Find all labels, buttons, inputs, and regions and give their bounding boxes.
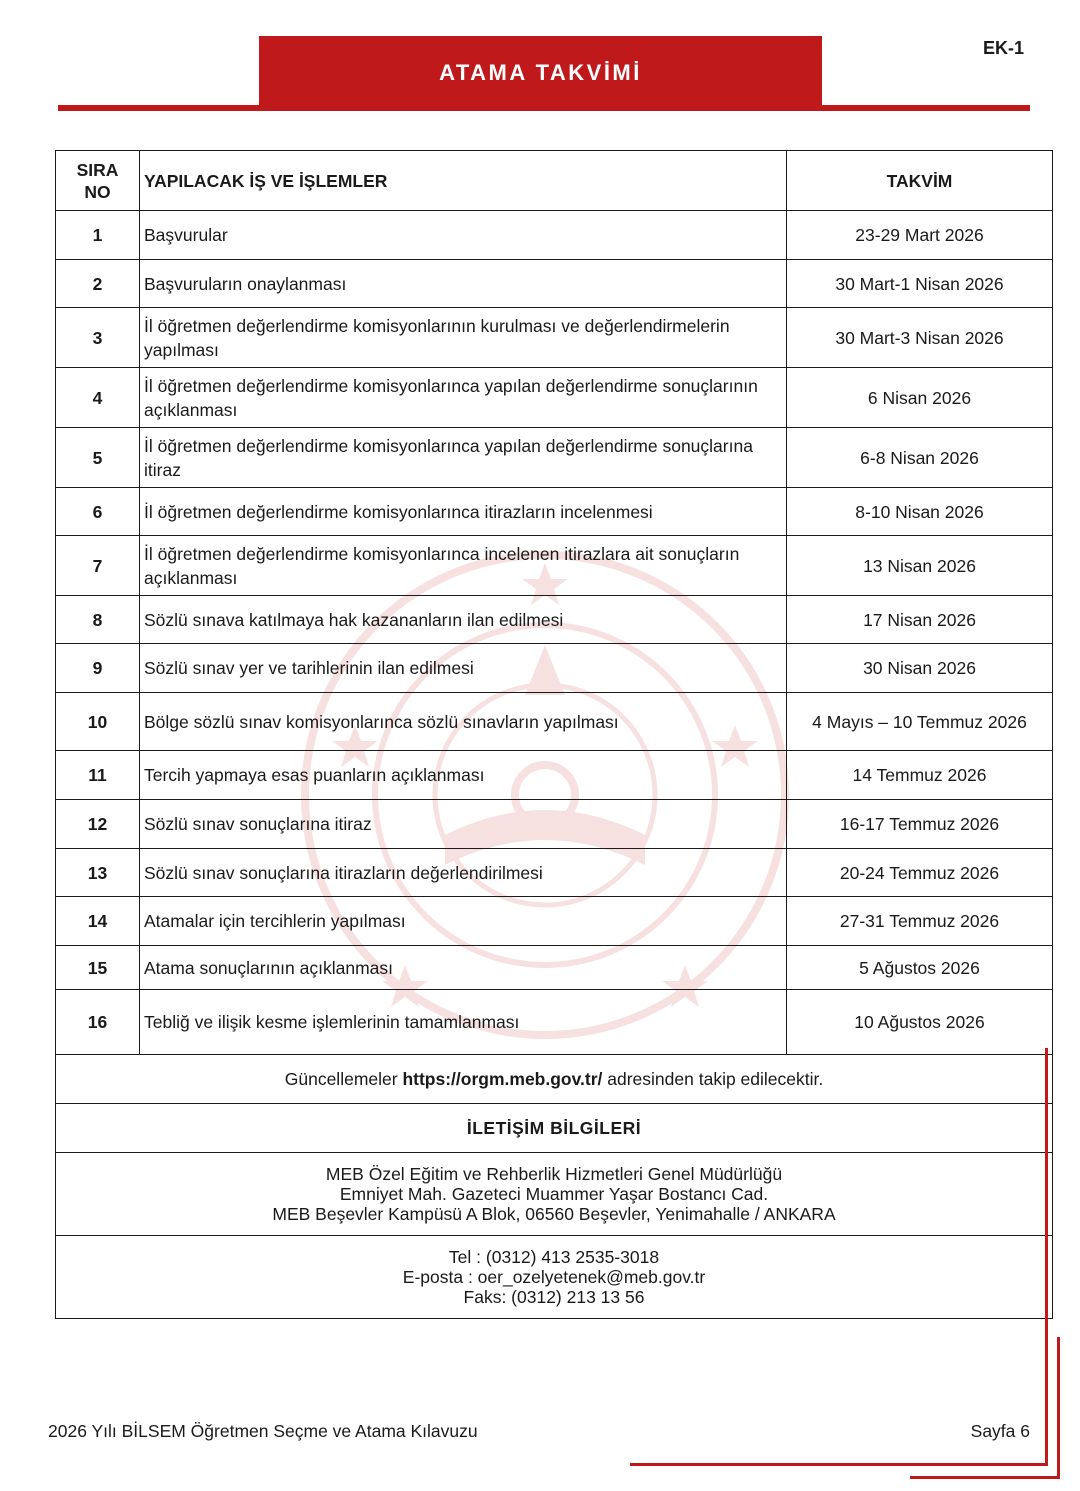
row-no: 15 [56,946,140,990]
contact-title-row [56,1104,1053,1153]
contact-title: İLETİŞİM BİLGİLERİ [56,1104,1053,1153]
row-task: Sözlü sınava katılmaya hak kazananların ilan edilmesi [140,596,787,644]
row-task: İl öğretmen değerlendirme komisyonlarınca itirazların incelenmesi [140,488,787,536]
table-row [56,800,1053,849]
row-no: 13 [56,849,140,897]
row-no: 5 [56,428,140,488]
row-task: Sözlü sınav yer ve tarihlerinin ilan edilmesi [140,644,787,693]
row-task: Atamalar için tercihlerin yapılması [140,897,787,946]
table-row [56,990,1053,1055]
row-date: 14 Temmuz 2026 [787,751,1053,800]
schedule-table [55,150,1053,1319]
table-row [56,536,1053,596]
table-row [56,260,1053,308]
row-date: 30 Mart-1 Nisan 2026 [787,260,1053,308]
address-line: MEB Özel Eğitim ve Rehberlik Hizmetleri Genel Müdürlüğü [325,1164,783,1184]
corner-decoration [1045,1048,1048,1466]
row-task: Tebliğ ve ilişik kesme işlemlerinin tamamlanması [140,990,787,1055]
row-date: 13 Nisan 2026 [787,536,1053,596]
table-row [56,596,1053,644]
row-task: Sözlü sınav sonuçlarına itirazların değerlendirilmesi [140,849,787,897]
address-row [56,1153,1053,1236]
row-no: 14 [56,897,140,946]
table-row [56,488,1053,536]
row-task: İl öğretmen değerlendirme komisyonlarının kurulması ve değerlendirmelerin yapılması [140,308,787,368]
table-row [56,946,1053,990]
table-row [56,211,1053,260]
fax-text: Faks: (0312) 213 13 56 [463,1287,645,1307]
table-row [56,428,1053,488]
header-date: TAKVİM [787,151,1053,211]
table-row [56,751,1053,800]
footer-doc-title: 2026 Yılı BİLSEM Öğretmen Seçme ve Atama Kılavuzu [48,1421,478,1441]
row-date: 4 Mayıs – 10 Temmuz 2026 [787,693,1053,751]
row-no: 9 [56,644,140,693]
table-row [56,368,1053,428]
table-row [56,849,1053,897]
corner-decoration [910,1476,1060,1479]
row-date: 8-10 Nisan 2026 [787,488,1053,536]
header-rule [58,105,1030,111]
header-no: SIRA NO [56,151,140,211]
row-no: 10 [56,693,140,751]
row-no: 1 [56,211,140,260]
address-line: MEB Beşevler Kampüsü A Blok, 06560 Beşevler, Yenimahalle / ANKARA [272,1204,836,1224]
row-task: İl öğretmen değerlendirme komisyonlarınca yapılan değerlendirme sonuçlarına itiraz [140,428,787,488]
update-note: Güncellemeler https://orgm.meb.gov.tr/ adresinden takip edilecektir. [56,1055,1053,1104]
address-line: Emniyet Mah. Gazeteci Muammer Yaşar Bostancı Cad. [339,1184,769,1204]
row-date: 27-31 Temmuz 2026 [787,897,1053,946]
page-title: ATAMA TAKVİMİ [439,60,642,85]
row-no: 3 [56,308,140,368]
row-task: Sözlü sınav sonuçlarına itiraz [140,800,787,849]
phone-row [56,1236,1053,1319]
email-text: E-posta : oer_ozelyetenek@meb.gov.tr [402,1267,706,1287]
address-block [56,1153,1053,1236]
row-date: 17 Nisan 2026 [787,596,1053,644]
table-row [56,693,1053,751]
corner-decoration [630,1463,1048,1466]
row-task: Bölge sözlü sınav komisyonlarınca sözlü sınavların yapılması [140,693,787,751]
phone-text: Tel : (0312) 413 2535-3018 [448,1247,660,1267]
row-date: 10 Ağustos 2026 [787,990,1053,1055]
row-no: 4 [56,368,140,428]
row-date: 6-8 Nisan 2026 [787,428,1053,488]
row-no: 16 [56,990,140,1055]
row-task: İl öğretmen değerlendirme komisyonlarınca yapılan değerlendirme sonuçlarının açıklanması [140,368,787,428]
header-task: YAPILACAK İŞ VE İŞLEMLER [140,151,787,211]
row-no: 6 [56,488,140,536]
update-url-link[interactable]: https://orgm.meb.gov.tr/ [402,1069,603,1089]
annex-label: EK-1 [982,38,1024,58]
row-date: 5 Ağustos 2026 [787,946,1053,990]
row-date: 30 Nisan 2026 [787,644,1053,693]
row-no: 11 [56,751,140,800]
update-note-row [56,1055,1053,1104]
row-no: 8 [56,596,140,644]
row-task: Başvuruların onaylanması [140,260,787,308]
corner-decoration [1057,1337,1060,1479]
contact-details [56,1236,1053,1319]
row-date: 16-17 Temmuz 2026 [787,800,1053,849]
table-header-row [56,151,1053,211]
table-row [56,308,1053,368]
row-task: İl öğretmen değerlendirme komisyonlarınca incelenen itirazlara ait sonuçların açıklanması [140,536,787,596]
row-task: Atama sonuçlarının açıklanması [140,946,787,990]
table-row [56,644,1053,693]
row-no: 7 [56,536,140,596]
row-task: Başvurular [140,211,787,260]
row-date: 6 Nisan 2026 [787,368,1053,428]
row-task: Tercih yapmaya esas puanların açıklanması [140,751,787,800]
row-no: 12 [56,800,140,849]
row-no: 2 [56,260,140,308]
table-row [56,897,1053,946]
row-date: 23-29 Mart 2026 [787,211,1053,260]
footer-page-number: Sayfa 6 [970,1421,1030,1441]
row-date: 20-24 Temmuz 2026 [787,849,1053,897]
row-date: 30 Mart-3 Nisan 2026 [787,308,1053,368]
